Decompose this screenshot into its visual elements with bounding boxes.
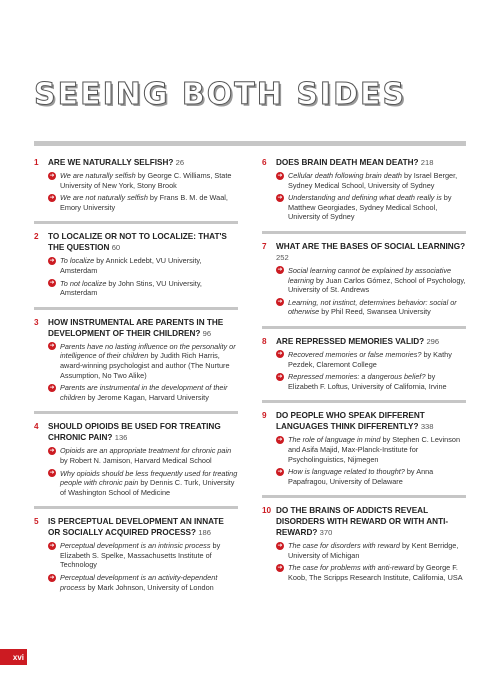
toc-answer-title: The case for disorders with reward [288,541,400,551]
toc-page-number: 370 [319,528,333,538]
toc-answer-author: by Kathy Pezdek, Claremont College [288,349,452,369]
toc-answer [276,541,466,560]
toc-question-text: ARE WE NATURALLY SELFISH? [48,158,176,167]
toc-answer-title: We are not naturally selfish [60,193,148,203]
toc-entry [262,495,466,582]
arrow-right-icon: ➜ [277,172,283,179]
toc-answer [276,467,466,486]
page-number: xvi [0,649,27,665]
toc-answer [276,193,466,222]
toc-question-link[interactable] [48,516,238,538]
toc-answer-author: by Dennis C. Turk, University of Washington School of Medicine [60,478,235,497]
toc-answer-title: Perceptual development is an activity-dependent process [60,573,218,592]
toc-number: 9 [262,411,267,421]
arrow-right-icon: ➜ [277,267,283,274]
toc-question-link[interactable] [276,157,433,168]
toc-answer-text [60,446,238,465]
toc-question-link[interactable] [48,157,184,168]
arrow-right-icon: ➜ [277,299,283,306]
toc-question-text: IS PERCEPTUAL DEVELOPMENT AN INNATE OR SOCIALLY ACQUIRED PROCESS? [48,517,224,538]
toc-question-link[interactable] [276,241,466,263]
toc-entry [34,411,238,497]
toc-entry [262,400,466,486]
toc-number: 6 [262,158,267,167]
toc-question-link[interactable] [48,317,238,339]
toc-number: 5 [34,517,39,527]
arrow-right-icon: ➜ [277,564,283,571]
toc-answer-author: by Kent Berridge, University of Michigan [288,541,459,560]
toc-answer-author: by John Stins, VU University, Amsterdam [60,278,202,298]
toc-page-number: 338 [420,422,434,432]
toc-answer-text [288,171,466,190]
toc-answer-text [288,298,466,317]
toc-answer-title: Learning, not instinct, determines behavior: social or otherwise [288,297,457,317]
toc-answer-author: by Robert N. Jamison, Harvard Medical School [60,455,212,465]
toc-answer-title: We are naturally selfish [60,171,136,180]
toc-answer-author: by George C. Williams, State University of New York, Stony Brook [60,171,232,190]
toc-answer-author: by Anna Papafragou, University of Delaware [288,467,434,486]
toc-answer-author: by Mark Johnson, University of London [85,582,214,592]
arrow-right-icon: ➜ [49,447,55,454]
toc-answer-author: by Jerome Kagan, Harvard University [85,392,209,402]
toc-answer-title: Cellular death following brain death [288,171,402,180]
toc-question-row [34,317,238,339]
toc-question-row [262,505,466,538]
toc-answer-title: The case for problems with anti-reward [288,563,415,573]
toc-question-row [34,516,238,538]
toc-answer [48,193,238,212]
toc-answer-text [288,350,466,369]
toc-answer-title: To not localize [60,278,107,288]
arrow-right-icon: ➜ [277,194,283,201]
arrow-right-icon: ➜ [49,280,55,287]
toc-answer-text [288,563,466,582]
toc-page-number: 252 [276,252,289,262]
toc-question-row [262,157,466,168]
toc-number: 7 [262,241,267,251]
arrow-right-icon: ➜ [49,542,55,549]
toc-answer [48,279,238,298]
toc-question-text: TO LOCALIZE OR NOT TO LOCALIZE: THAT'S THE QUESTION [48,232,227,253]
toc-answer [48,171,238,190]
toc-answer [276,563,466,582]
toc-answer-title: Repressed memories: a dangerous belief? [288,372,426,382]
toc-question-row [262,410,466,432]
toc-answer-author: by Elizabeth S. Spelke, Massachusetts Institute of Technology [60,541,221,570]
toc-question-link[interactable] [276,336,439,347]
toc-answer-author: by Phil Reed, Swansea University [319,307,431,317]
arrow-right-icon: ➜ [49,384,55,391]
arrow-right-icon: ➜ [277,542,283,549]
toc-answer-title: Understanding and defining what death really is [288,193,442,203]
toc-question-link[interactable] [48,421,238,443]
arrow-right-icon: ➜ [277,373,283,380]
toc-answer-title: Why opioids should be less frequently used for treating people with chronic pain [60,468,238,488]
toc-answer-text [60,171,238,190]
toc-answer [276,171,466,190]
arrow-right-icon: ➜ [277,436,283,443]
toc-answer-text [288,372,466,391]
toc-answer-title: Perceptual development is an intrinsic process [60,541,211,551]
toc-question-text: HOW INSTRUMENTAL ARE PARENTS IN THE DEVELOPMENT OF THEIR CHILDREN? [48,317,224,338]
toc-answer-title: Parents are instrumental in the development of their children [60,383,228,402]
toc-number: 10 [262,506,272,516]
toc-answer-author: by Elizabeth F. Loftus, University of California, Irvine [288,372,447,391]
toc-answer-text [60,193,238,212]
toc-answer-text [288,266,466,295]
toc-question-text: SHOULD OPIOIDS BE USED FOR TREATING CHRONIC PAIN? [48,422,221,443]
toc-answer [48,342,238,380]
toc-answer-text [60,573,238,592]
toc-entry [34,157,238,212]
toc-answer-text [60,541,238,570]
toc-answer [276,298,466,317]
toc-entry [34,221,238,297]
toc-answer-text [60,342,238,380]
toc-entry [34,307,238,403]
toc-number: 3 [34,317,39,327]
toc-answer-author: by Judith Rich Harris, award-winning psychologist and author (The Nurture Assumption, No Two Alike) [60,351,230,380]
toc-number: 8 [262,336,267,346]
left-column [34,157,238,601]
toc-answer [276,266,466,295]
arrow-right-icon: ➜ [277,468,283,475]
toc-question-row [34,231,238,253]
toc-question-row [34,157,238,168]
right-column [262,157,466,592]
toc-answer [48,446,238,465]
toc-answer-title: Parents have no lasting influence on the personality or intelligence of their children [60,341,236,361]
toc-answer [48,541,238,570]
toc-answer-author: by Stephen C. Levinson and Asifa Majid, Max-Planck-Institute for Psycholinguistics, Nijmegen [288,435,461,464]
toc-question-row [262,241,466,263]
toc-entry [262,326,466,391]
toc-number: 4 [34,422,39,432]
toc-answer-author: by George F. Koob, The Scripps Research Institute, California, USA [288,563,463,583]
arrow-right-icon: ➜ [49,470,55,476]
toc-page-number: 218 [420,158,434,167]
toc-answer-title: To localize [60,256,95,266]
toc-question-link[interactable] [276,410,466,432]
toc-answer-author: by Israel Berger, Sydney Medical School, University of Sydney [288,171,458,190]
toc-answer [276,372,466,391]
toc-question-link[interactable] [48,231,238,253]
arrow-right-icon: ➜ [49,172,55,179]
toc-page-number: 186 [198,528,211,538]
toc-answer-author: by Frans B. M. de Waal, Emory University [60,193,228,212]
arrow-right-icon: ➜ [49,574,55,581]
toc-entry [34,506,238,592]
toc-answer [48,573,238,592]
title-divider [34,141,466,146]
toc-number: 2 [34,232,39,242]
toc-answer-author: by Annick Ledebt, VU University, Amsterdam [60,256,202,275]
toc-answer-text [288,193,466,222]
toc-answer-author: by Juan Carlos Gómez, School of Psychology, University of St. Andrews [288,275,466,295]
toc-question-text: DO PEOPLE WHO SPEAK DIFFERENT LANGUAGES THINK DIFFERENTLY? [276,411,425,432]
toc-page-number: 26 [175,158,185,167]
toc-answer-text [288,435,466,464]
toc-question-row [262,336,466,347]
toc-question-text: DO THE BRAINS OF ADDICTS REVEAL DISORDERS WITH REWARD OR WITH ANTI-REWARD? [276,506,449,538]
toc-answer-text [60,383,238,402]
toc-answer [48,469,238,498]
toc-answer-text [60,279,238,298]
toc-question-link[interactable] [276,505,466,538]
toc-question-text: WHAT ARE THE BASES OF SOCIAL LEARNING? [276,241,466,251]
toc-answer-title: The role of language in mind [288,435,381,445]
toc-entry [262,231,466,317]
toc-page-number: 60 [111,243,121,253]
page-title: SEEING BOTH SIDES [34,77,407,112]
toc-entry [262,157,466,222]
toc-answer-text [288,541,466,560]
toc-answer [48,256,238,275]
toc-question-text: ARE REPRESSED MEMORIES VALID? [276,336,427,346]
arrow-right-icon: ➜ [49,343,55,350]
toc-answer-title: Opioids are an appropriate treatment for chronic pain [60,446,232,456]
arrow-right-icon: ➜ [49,194,55,201]
toc-page-number: 296 [426,336,440,346]
toc-answer-title: Social learning cannot be explained by associative learning [288,265,452,285]
toc-answer-author: by Matthew Georgiades, Sydney Medical School, University of Sydney [288,193,452,222]
toc-answer-title: How is language related to thought? [288,467,405,477]
toc-answer-title: Recovered memories or false memories? [288,349,422,359]
arrow-right-icon: ➜ [49,257,55,264]
toc-answer-text [60,256,238,275]
toc-number: 1 [34,158,39,167]
toc-question-text: DOES BRAIN DEATH MEAN DEATH? [276,158,421,167]
toc-answer-text [60,469,238,498]
toc-page-number: 96 [202,328,212,338]
toc-page-number: 136 [114,433,128,443]
toc-answer [276,435,466,464]
arrow-right-icon: ➜ [277,351,283,358]
toc-answer-text [288,467,466,486]
toc-question-row [34,421,238,443]
toc-answer [48,383,238,402]
toc-answer [276,350,466,369]
